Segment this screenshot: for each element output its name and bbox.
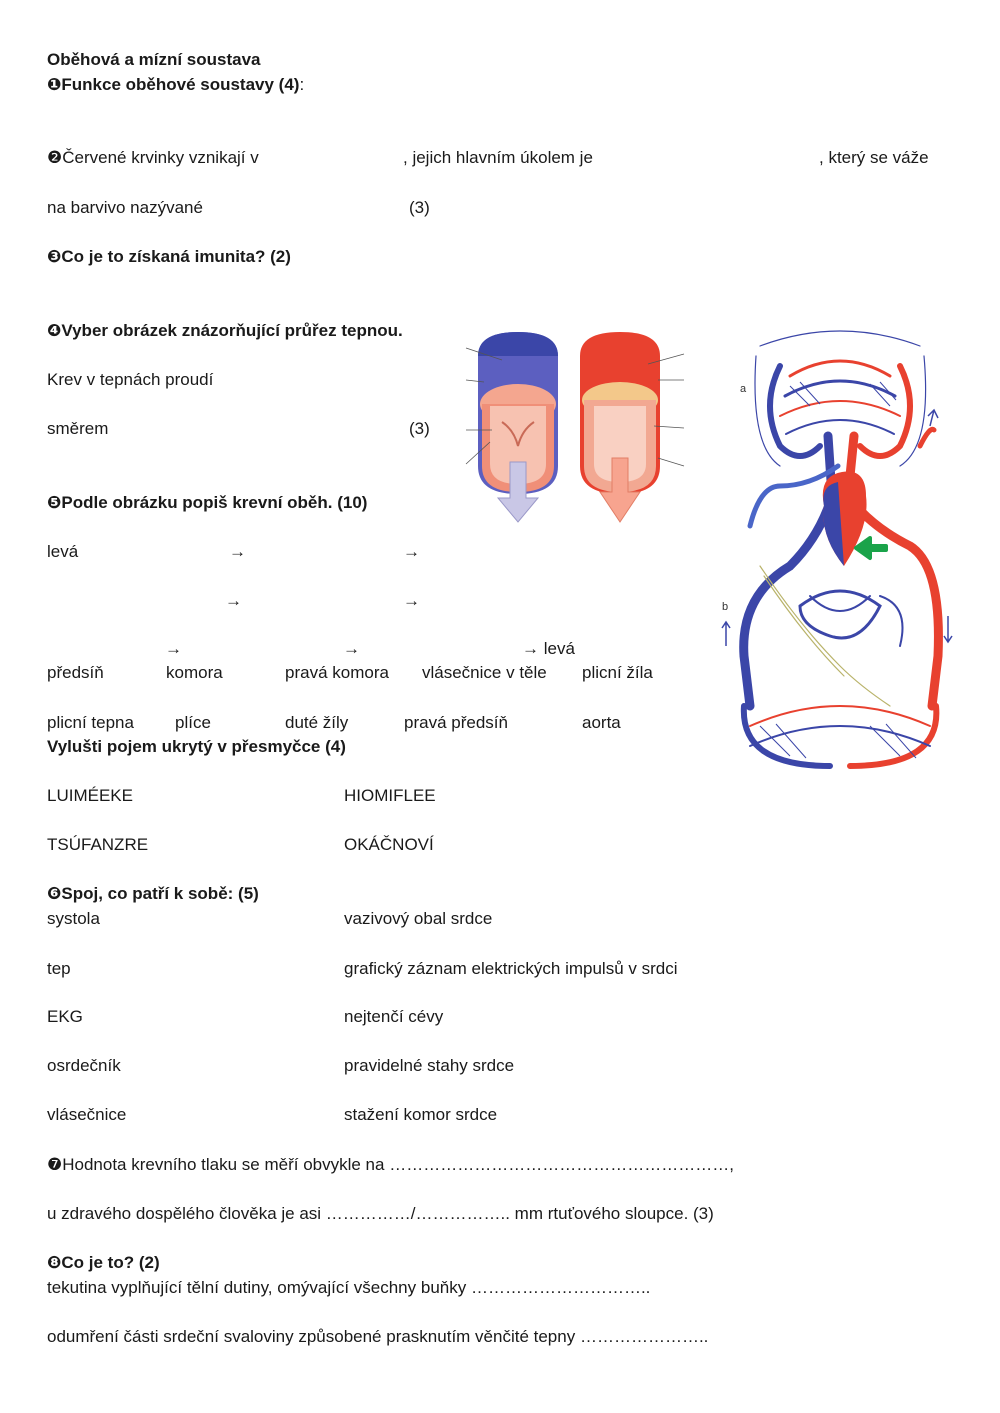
question-8: ❽Co je to? (2): [47, 1253, 160, 1272]
circulatory-system-diagram: [720, 326, 960, 770]
question-6: ❻Spoj, co patří k sobě: (5): [47, 884, 259, 903]
q5-option: duté žíly: [285, 713, 349, 732]
diagram-label-a: a: [740, 383, 747, 395]
question-1: [47, 74, 304, 96]
question-5: ❺Podle obrázku popiš krevní oběh. (10): [47, 493, 368, 512]
anagram-title: Vylušti pojem ukrytý v přesmyčce (4): [47, 737, 346, 756]
match-right: stažení komor srdce: [344, 1105, 498, 1124]
match-right: vazivový obal srdce: [344, 909, 493, 928]
q5-option: předsíň: [47, 663, 104, 682]
q5-option: pravá komora: [285, 663, 389, 682]
q5-option: aorta: [582, 713, 621, 732]
q5-option: komora: [166, 663, 223, 682]
vessel-cross-section-illustration: [462, 326, 692, 530]
page-title: Oběhová a mízní soustava: [47, 50, 261, 69]
match-right: nejtenčí cévy: [344, 1007, 444, 1026]
question-2-part3: , který se váže: [819, 148, 929, 167]
anagram-word: HIOMIFLEE: [344, 786, 436, 805]
question-8-line2: odumření části srdeční svaloviny způsobené prasknutím věnčité tepny …………………..: [47, 1327, 709, 1346]
question-4: ❹Vyber obrázek znázorňující průřez tepnou.: [47, 321, 403, 340]
q5-start-leva: levá: [47, 542, 79, 561]
match-left: vlásečnice: [47, 1105, 127, 1124]
question-4-points: (3): [409, 419, 430, 438]
question-2-part2: , jejich hlavním úkolem je: [403, 148, 593, 167]
question-7-line2: u zdravého dospělého člověka je asi ……………/…………….. mm rtuťového sloupce. (3): [47, 1204, 714, 1223]
q5-arrow: →: [403, 542, 420, 561]
anagram-word: OKÁČNOVÍ: [344, 835, 434, 854]
question-2-points: (3): [409, 198, 430, 217]
question-1-text: ❶Funkce oběhové soustavy (4): [47, 75, 300, 94]
diagram-label-b: b: [722, 601, 729, 613]
q5-arrow-leva: → levá: [522, 639, 575, 658]
match-left: osrdečník: [47, 1056, 121, 1075]
question-4-line1: Krev v tepnách proudí: [47, 370, 214, 389]
question-2-line2: na barvivo nazývané: [47, 198, 203, 217]
q5-option: plíce: [175, 713, 211, 732]
match-left: systola: [47, 909, 100, 928]
q5-option: vlásečnice v těle: [422, 663, 547, 682]
match-left: EKG: [47, 1007, 83, 1026]
anagram-word: LUIMÉEKE: [47, 786, 133, 805]
question-7-line1: ❼Hodnota krevního tlaku se měří obvykle na ……………………………………………………,: [47, 1155, 734, 1174]
question-8-line1: tekutina vyplňující tělní dutiny, omývající všechny buňky …………………………..: [47, 1278, 651, 1297]
q5-option: pravá předsíň: [404, 713, 508, 732]
q5-arrow: →: [343, 639, 360, 658]
anagram-word: TSÚFANZRE: [47, 835, 149, 854]
q5-arrow: →: [229, 542, 246, 561]
q5-option: plicní tepna: [47, 713, 134, 732]
match-right: grafický záznam elektrických impulsů v srdci: [344, 959, 678, 978]
q5-option: plicní žíla: [582, 663, 653, 682]
question-2-part1: ❷Červené krvinky vznikají v: [47, 148, 259, 167]
match-right: pravidelné stahy srdce: [344, 1056, 515, 1075]
q5-arrow: →: [165, 639, 182, 658]
question-4-line2: směrem: [47, 419, 109, 438]
q5-arrow: →: [225, 591, 242, 610]
q5-arrow: →: [403, 591, 420, 610]
question-1-colon: :: [299, 75, 305, 94]
match-left: tep: [47, 959, 71, 978]
question-3: ❸Co je to získaná imunita? (2): [47, 247, 291, 266]
